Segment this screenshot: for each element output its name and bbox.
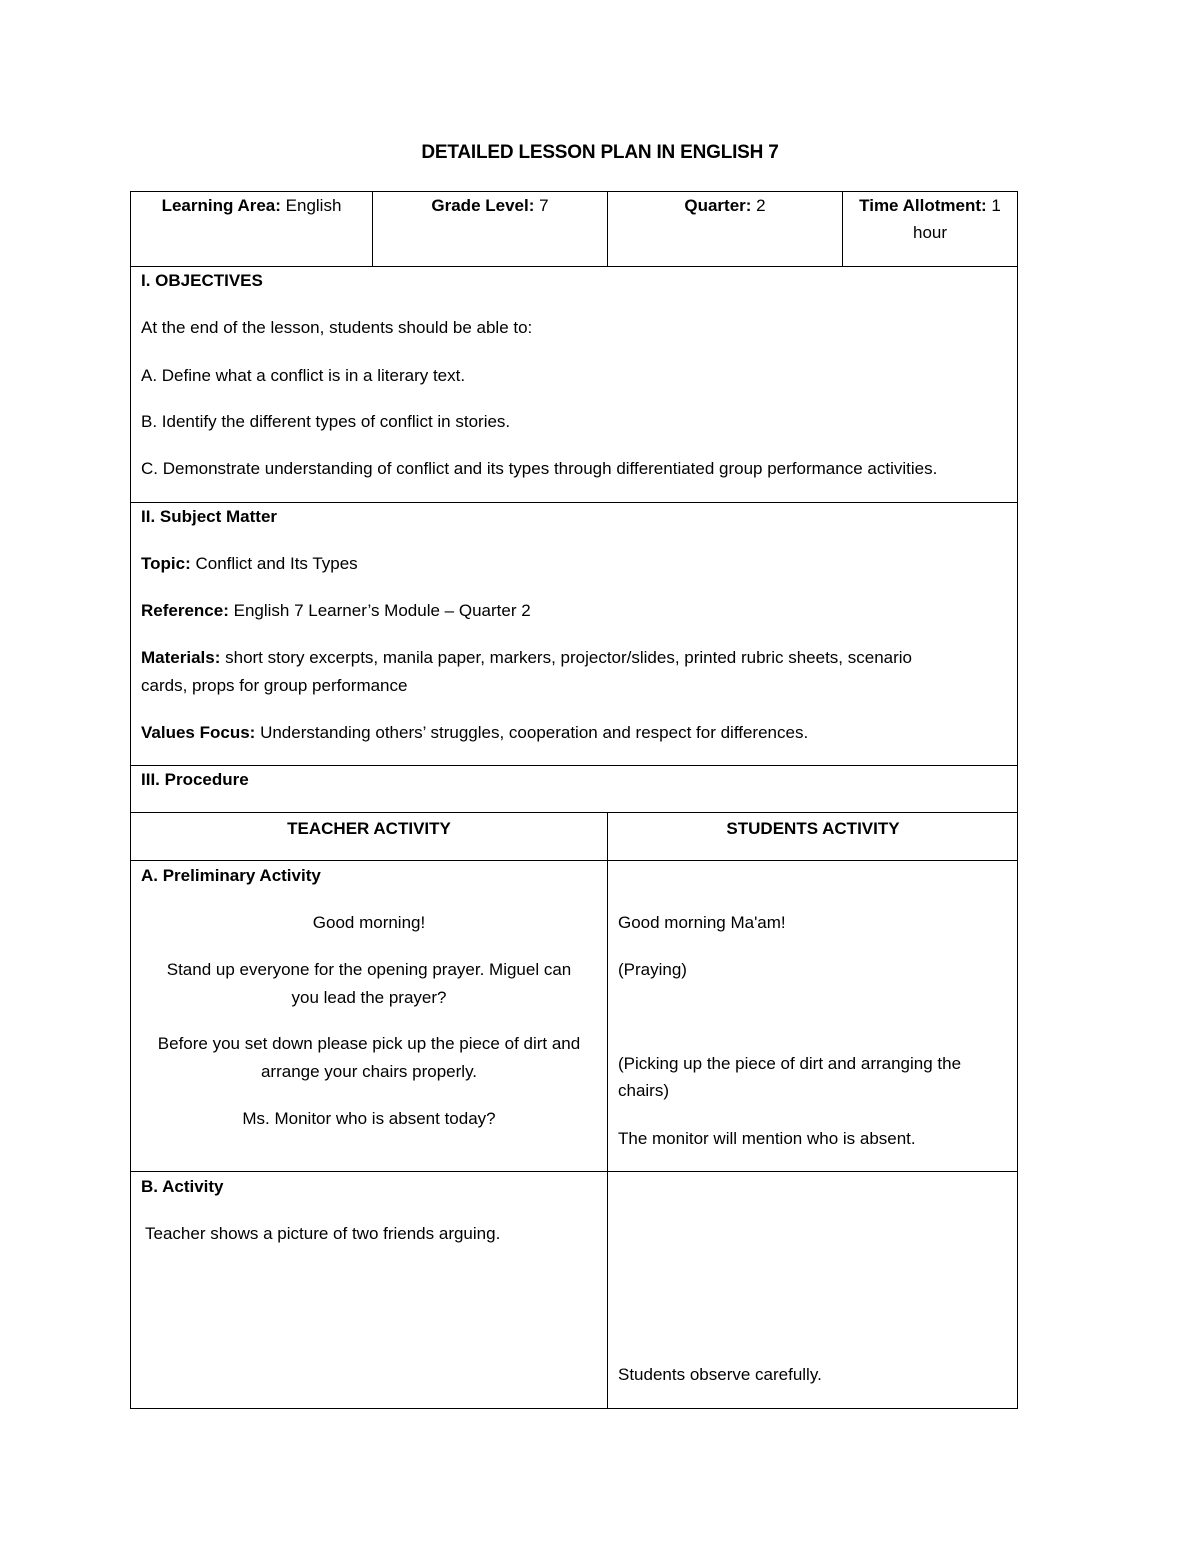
learning-area-value: English (285, 196, 342, 215)
row-divider (130, 860, 1018, 861)
teacher-line: Good morning! (312, 913, 426, 932)
teacher-activity-header: TEACHER ACTIVITY (287, 819, 451, 838)
page-title: DETAILED LESSON PLAN IN ENGLISH 7 (421, 142, 779, 163)
column-divider (607, 812, 608, 1409)
row-divider (130, 1171, 1018, 1172)
student-line: The monitor will mention who is absent. (618, 1129, 916, 1148)
quarter-label: Quarter: (684, 196, 752, 215)
learning-area-label: Learning Area: (161, 196, 281, 215)
subject-matter-heading: II. Subject Matter (141, 507, 278, 526)
student-line: (Praying) (618, 960, 687, 979)
values-focus-line: Values Focus: Understanding others’ struggles, cooperation and respect for differences. (141, 723, 809, 742)
teacher-line: Stand up everyone for the opening prayer. Miguel can (166, 960, 572, 979)
students-activity-header: STUDENTS ACTIVITY (726, 819, 900, 838)
reference-line: Reference: English 7 Learner’s Module – Quarter 2 (141, 601, 531, 620)
objective-item: A. Define what a conflict is in a literary text. (141, 366, 466, 385)
teacher-line: arrange your chairs properly. (260, 1062, 478, 1081)
objectives-intro: At the end of the lesson, students should be able to: (141, 318, 533, 337)
time-allotment-value: 1 (991, 196, 1001, 215)
preliminary-heading: A. Preliminary Activity (141, 866, 321, 885)
objectives-heading: I. OBJECTIVES (141, 271, 263, 290)
grade-level-cell (373, 192, 607, 219)
activity-student-line: Students observe carefully. (618, 1365, 822, 1384)
objective-item: B. Identify the different types of conflict in stories. (141, 412, 511, 431)
student-line: Good morning Ma'am! (618, 913, 786, 932)
learning-area-cell (131, 192, 372, 219)
teacher-line: you lead the prayer? (291, 988, 447, 1007)
time-allotment-unit: hour (912, 223, 948, 242)
quarter-value: 2 (756, 196, 766, 215)
time-allotment-cell (843, 192, 1017, 219)
teacher-line: Before you set down please pick up the piece of dirt and (157, 1034, 581, 1053)
activity-teacher-line: Teacher shows a picture of two friends arguing. (145, 1224, 501, 1243)
row-divider (130, 266, 1018, 267)
student-line: (Picking up the piece of dirt and arranging the (618, 1054, 962, 1073)
topic-line: Topic: Conflict and Its Types (141, 554, 358, 573)
grade-level-label: Grade Level: (431, 196, 535, 215)
quarter-cell (608, 192, 842, 219)
activity-heading: B. Activity (141, 1177, 224, 1196)
objective-item: C. Demonstrate understanding of conflict and its types through differentiated group performance activities. (141, 459, 938, 478)
materials-line-2: cards, props for group performance (141, 676, 408, 695)
row-divider (130, 765, 1018, 766)
grade-level-value: 7 (539, 196, 549, 215)
row-divider (130, 812, 1018, 813)
procedure-heading: III. Procedure (141, 770, 249, 789)
time-allotment-label: Time Allotment: (859, 196, 987, 215)
student-line: chairs) (618, 1081, 670, 1100)
teacher-line: Ms. Monitor who is absent today? (242, 1109, 496, 1128)
materials-line: Materials: short story excerpts, manila paper, markers, projector/slides, printed rubric sheets, scenario (141, 648, 913, 667)
